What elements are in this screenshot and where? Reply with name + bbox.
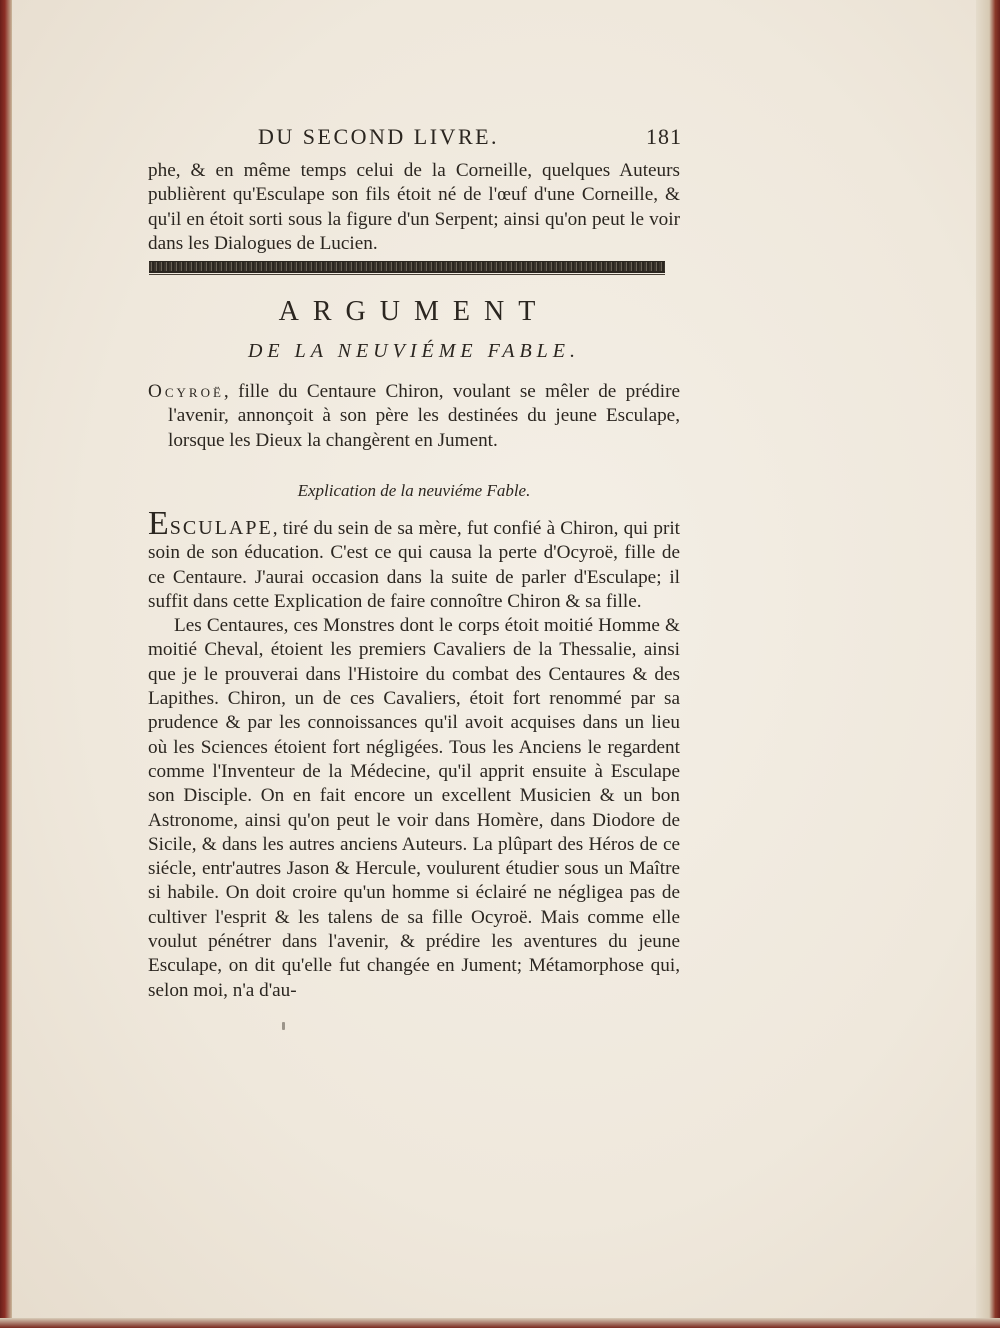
lead-caps: SCULAPE <box>169 517 273 539</box>
page-number: 181 <box>646 124 682 149</box>
paper-speck <box>282 1022 285 1030</box>
argument-lead-word: Ocyroë <box>148 381 224 402</box>
page-edge-right <box>976 0 1000 1328</box>
argument-paragraph <box>148 380 680 453</box>
paragraph-1-text: , tiré du sein de sa mère, fut confié à Chiron, qui prit soin de son éducation. C'est ce qui causa la perte d'Ocyroë, fille de ce Centaure. J'aurai occasion dans la suite de parler d'Esculape; il suffit dans cette Explication de faire connoître Chiron & sa fille. <box>148 518 680 612</box>
argument-subtitle: DE LA NEUVIÉME FABLE. <box>247 340 581 362</box>
rule-underline <box>149 274 665 275</box>
running-header <box>258 124 682 154</box>
argument-title: ARGUMENT <box>278 296 550 327</box>
ornamental-rule <box>149 261 665 273</box>
continued-paragraph: phe, & en même temps celui de la Corneille, quelques Auteurs publièrent qu'Esculape son fils étoit né de l'œuf d'une Corneille, & qu'il en étoit sorti sous la figure d'un Serpent; ainsi qu'on peut le voir dans les Dialogues de Lucien. <box>148 160 680 254</box>
body-paragraph-2: Les Centaures, ces Monstres dont le corps étoit moitié Homme & moitié Cheval, étoient les premiers Cavaliers de la Thessalie, ainsi que je le prouverai dans l'Histoire du combat des Centaures & des Lapithes. Chiron, un de ces Cavaliers, étoit fort renommé par sa prudence & par les connoissances qu'il avoit acquises dans un lieu où les Sciences étoient fort négligées. Tous les Anciens le regardent comme l'Inventeur de la Médecine, qu'il apprit ensuite à Esculape son Disciple. On en fait encore un excellent Musicien & un bon Astronome, ainsi qu'on peut le voir dans Homère, dans Diodore de Sicile, & dans les autres anciens Auteurs. La plûpart des Héros de ce siécle, entr'autres Jason & Hercule, voulurent étudier sous un Maître si habile. On doit croire qu'un homme si éclairé ne négligea pas de cultiver l'esprit & les talens de sa fille Ocyroë. Mais comme elle voulut pénétrer dans l'avenir, & prédire les aventures du jeune Esculape, on dit qu'elle fut changée en Jument; Métamorphose qui, selon moi, n'a d'au- <box>148 615 680 1001</box>
running-title: DU SECOND LIVRE. <box>258 124 500 149</box>
page-edge-bottom <box>0 1318 1000 1328</box>
binding-edge <box>0 0 12 1328</box>
body-paragraph-1 <box>148 505 680 614</box>
explication-body <box>148 505 680 1003</box>
drop-cap: E <box>148 505 170 542</box>
argument-text: , fille du Centaure Chiron, voulant se mêler de prédire l'avenir, annonçoit à son père les destinées du jeune Esculape, lorsque les Dieux la changèrent en Jument. <box>168 381 680 451</box>
argument-hanging-text <box>148 380 680 453</box>
explication-heading: Explication de la neuviéme Fable. <box>297 481 531 500</box>
